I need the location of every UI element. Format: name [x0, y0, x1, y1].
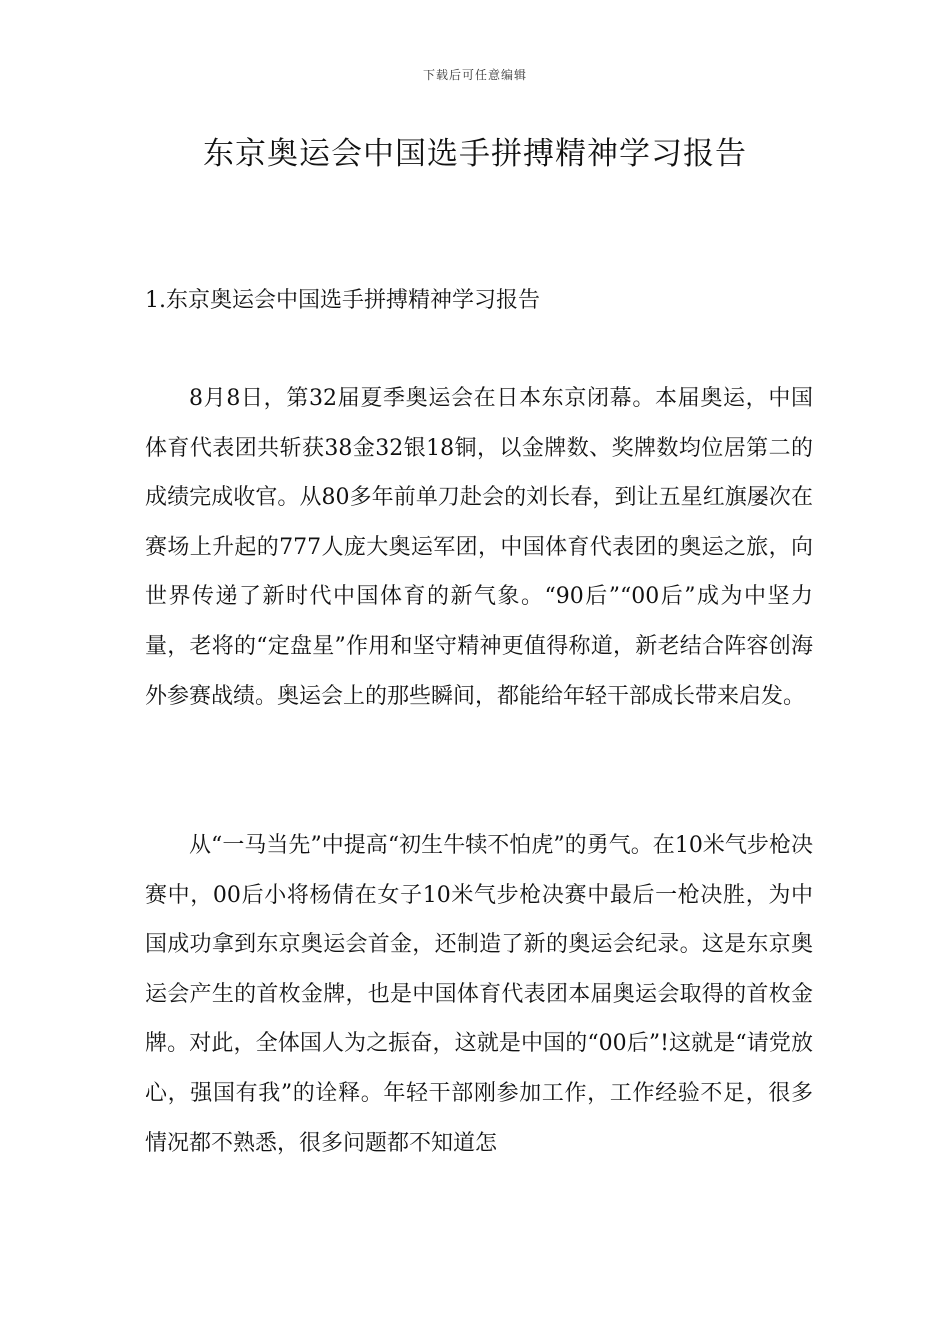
body-paragraph-1: 8月8日，第32届夏季奥运会在日本东京闭幕。本届奥运，中国体育代表团共斩获38金32银18铜，以金牌数、奖牌数均位居第二的成绩完成收官。从80多年前单刀赴会的刘长春，到让五星红旗屡次在赛场上升起的777人庞大奥运军团，中国体育代表团的奥运之旅，向世界传递了新时代中国体育的新气象。“90后”“00后”成为中坚力量，老将的“定盘星”作用和坚守精神更值得称道，新老结合阵容创海外参赛战绩。奥运会上的那些瞬间，都能给年轻干部成长带来启发。 — [145, 386, 814, 709]
download-note: 下载后可任意编辑 — [422, 68, 527, 82]
body-paragraph-2: 从“一马当先”中提高“初生牛犊不怕虎”的勇气。在10米气步枪决赛中，00后小将杨倩在女子10米气步枪决赛中最后一枪决胜，为中国成功拿到东京奥运会首金，还制造了新的奥运会纪录。这是东京奥运会产生的首枚金牌，也是中国体育代表团本届奥运会取得的首枚金牌。对此，全体国人为之振奋，这就是中国的“00后”!这就是“请党放心，强国有我”的诠释。年轻干部刚参加工作，工作经验不足，很多情况都不熟悉，很多问题都不知道怎 — [145, 833, 813, 1156]
document-title: 东京奥运会中国选手拼搏精神学习报告 — [203, 136, 747, 172]
section-heading: 1.东京奥运会中国选手拼搏精神学习报告 — [145, 288, 540, 313]
